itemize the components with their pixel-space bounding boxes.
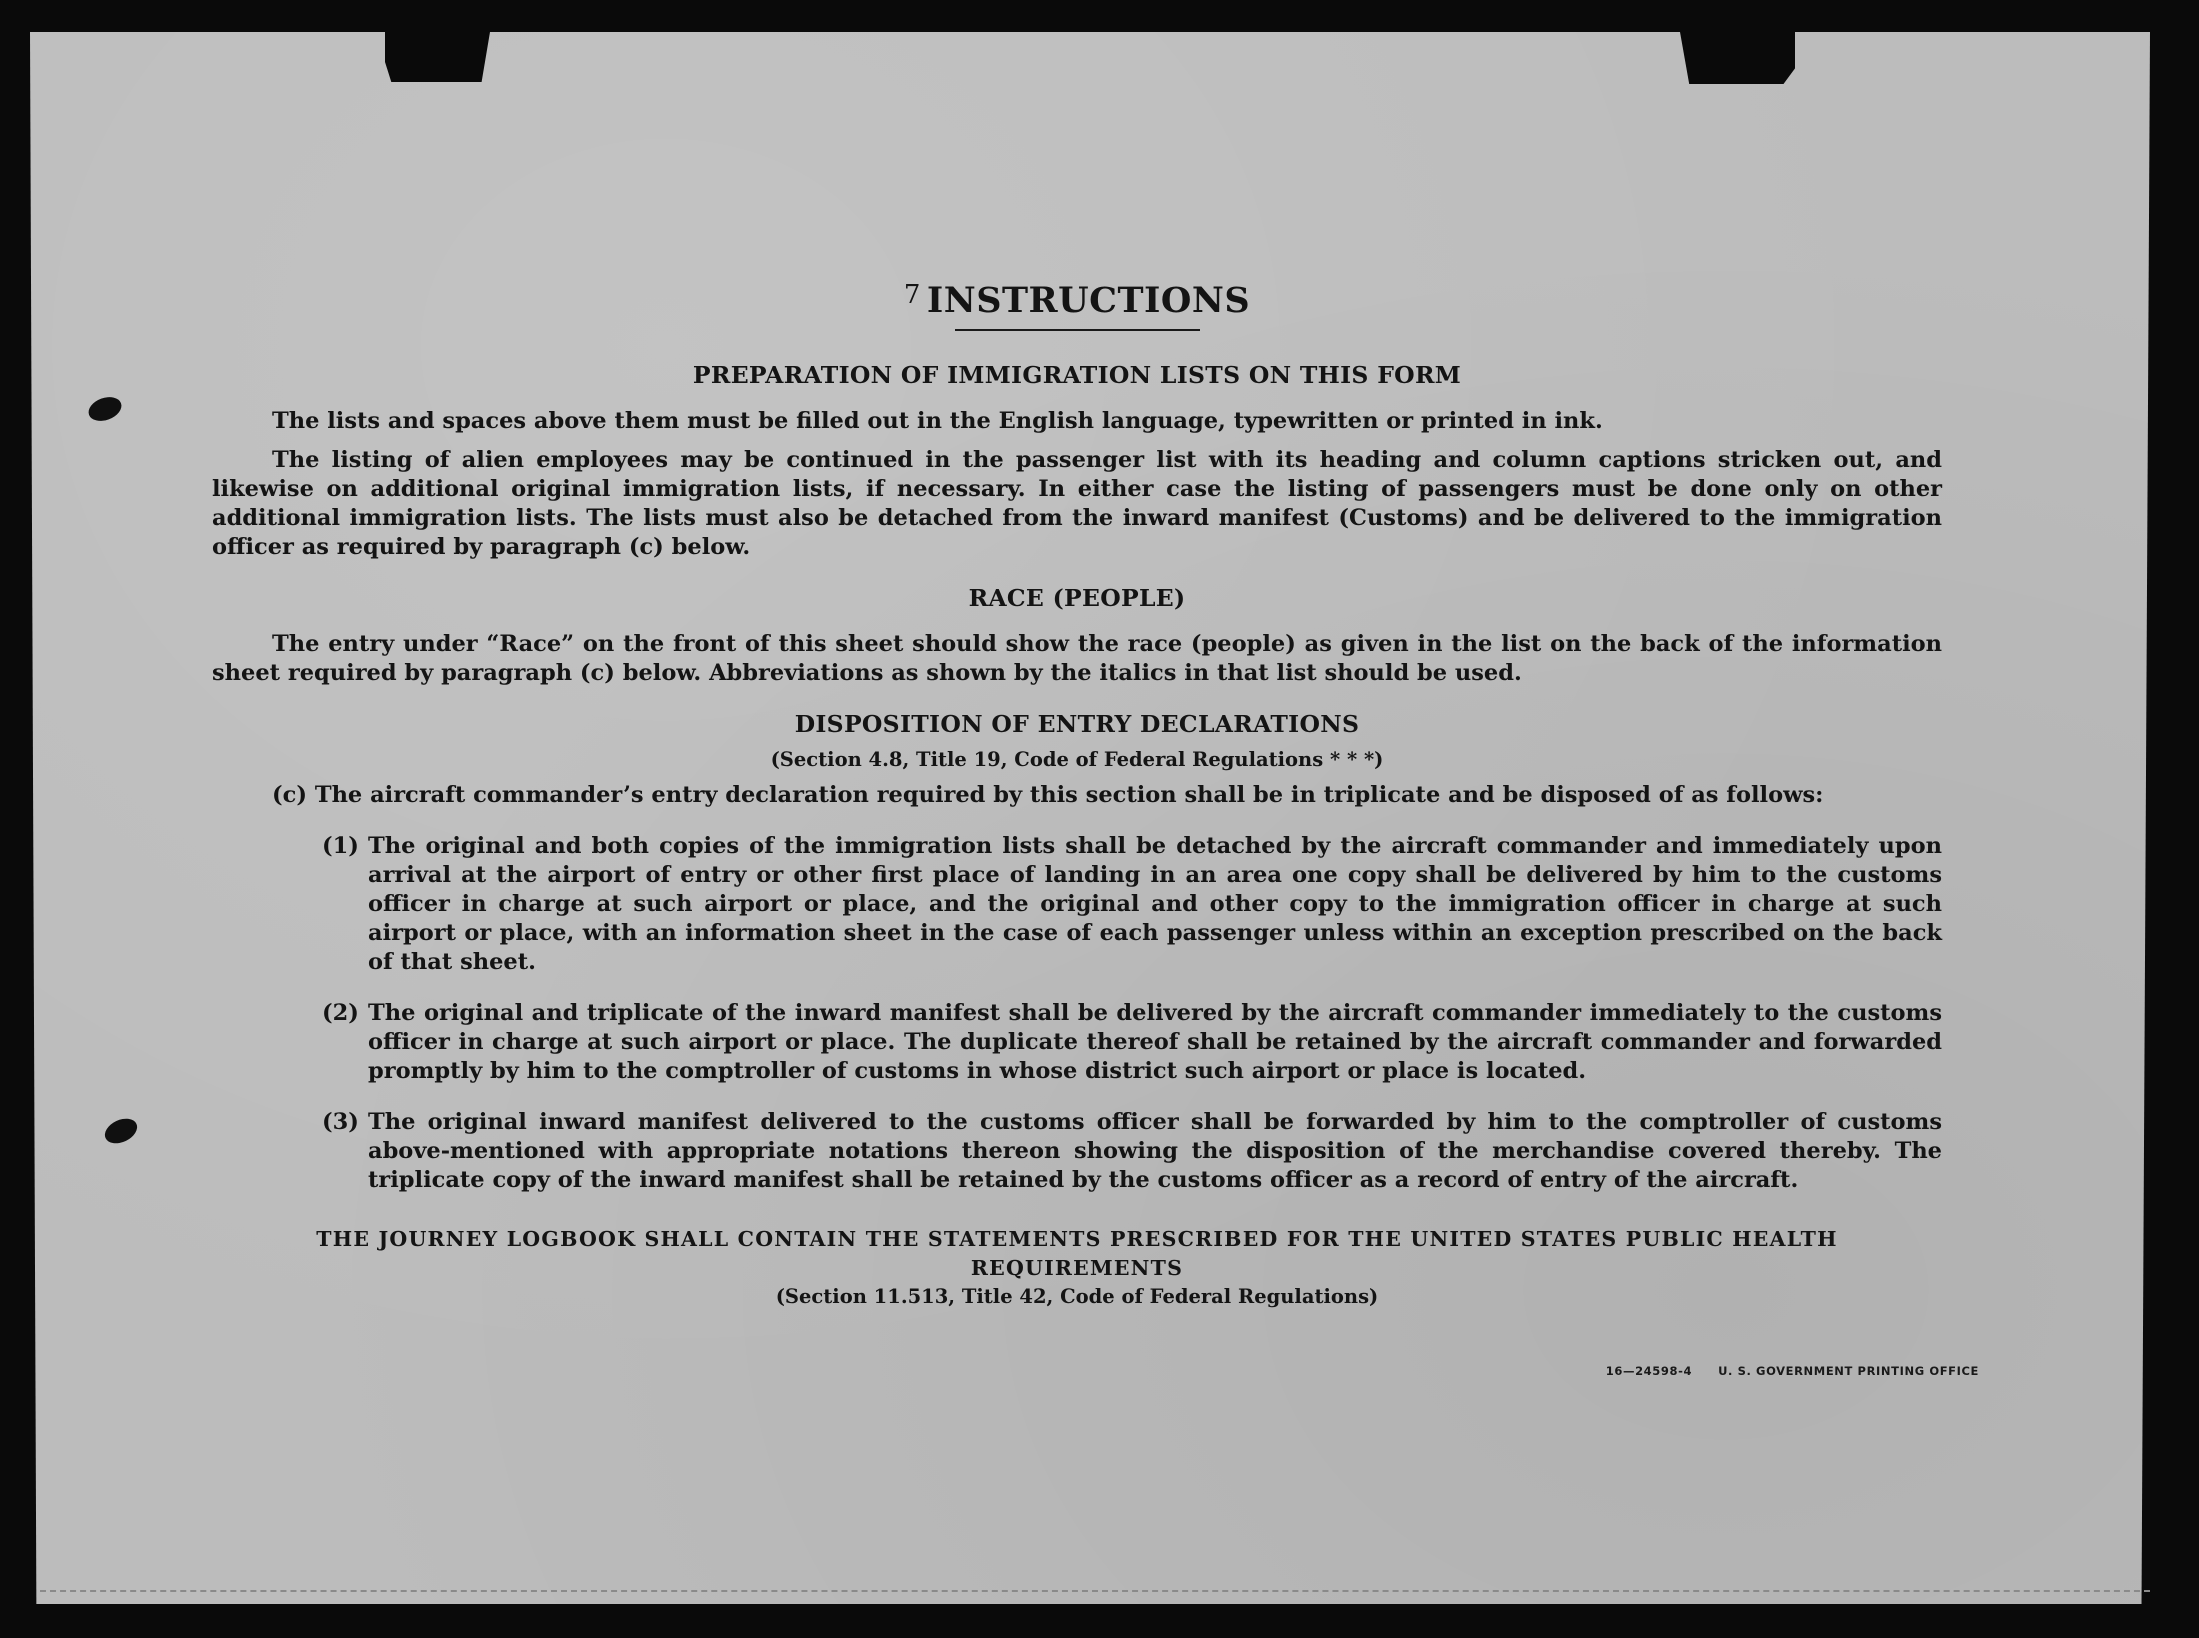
instructions-body	[212, 280, 1942, 1311]
item-number: (3)	[322, 1109, 359, 1135]
printing-office: U. S. GOVERNMENT PRINTING OFFICE	[1718, 1364, 1979, 1378]
race-paragraph: The entry under “Race” on the front of this sheet should show the race (people) as given in the list on the back of the information sheet required by paragraph (c) below. Abbreviations as shown by the italics in that list should be used.	[212, 631, 1942, 686]
disposition-heading: DISPOSITION OF ENTRY DECLARATIONS	[794, 710, 1360, 738]
preparation-paragraph: The lists and spaces above them must be filled out in the English language, typewritten or printed in ink.	[272, 408, 1603, 434]
disposition-item	[212, 832, 1942, 977]
health-citation: (Section 11.513, Title 42, Code of Federal Regulations)	[775, 1285, 1379, 1308]
disposition-clause: (c) The aircraft commander’s entry declaration required by this section shall be in triplicate and be disposed of as follows:	[272, 782, 1824, 808]
title-text: INSTRUCTIONS	[926, 280, 1251, 321]
race-heading: RACE (PEOPLE)	[968, 584, 1186, 612]
paper-bottom-edge	[40, 1590, 2150, 1595]
item-number: (1)	[322, 833, 359, 859]
title-mark: 7	[903, 280, 921, 310]
preparation-paragraph: The listing of alien employees may be continued in the passenger list with its heading and column captions stricken out, and likewise on additional original immigration lists, if necessary. In either case the listing of passengers must be done only on other additional immigration lists. The lists must also be detached from the inward manifest (Customs) and be delivered to the immigration officer as required by paragraph (c) below.	[212, 447, 1942, 560]
item-text: The original and both copies of the immigration lists shall be detached by the aircraft commander and immediately upon arrival at the airport of entry or other first place of landing in an area one copy shall be delivered by him to the customs officer in charge at such airport or place, and the original and other copy to the immigration officer in charge at such airport or place, with an information sheet in the case of each passenger unless within an exception prescribed on the back of that sheet.	[368, 833, 1942, 975]
printer-imprint	[1606, 1364, 1979, 1378]
torn-edge-left	[385, 32, 490, 82]
torn-edge-right	[1680, 32, 1795, 84]
page-title	[212, 280, 1942, 321]
disposition-item	[212, 999, 1942, 1086]
title-rule	[955, 329, 1200, 331]
form-code: 16—24598-4	[1605, 1364, 1693, 1378]
disposition-item	[212, 1108, 1942, 1195]
bleed-through-text	[820, 130, 828, 156]
bleed-through-text	[470, 160, 479, 190]
item-text: The original inward manifest delivered to the customs officer shall be forwarded by him to the comptroller of customs above-mentioned with appropriate notations thereon showing the disposition of the merchandise covered thereby. The triplicate copy of the inward manifest shall be retained by the customs officer as a record of entry of the aircraft.	[368, 1109, 1942, 1193]
health-statement: THE JOURNEY LOGBOOK SHALL CONTAIN THE STATEMENTS PRESCRIBED FOR THE UNITED STATES PUBLIC HEALTH REQUIREMENTS	[316, 1227, 1838, 1280]
preparation-heading: PREPARATION OF IMMIGRATION LISTS ON THIS FORM	[692, 361, 1462, 389]
disposition-citation: (Section 4.8, Title 19, Code of Federal Regulations * * *)	[770, 748, 1384, 771]
item-number: (2)	[322, 1000, 359, 1026]
item-text: The original and triplicate of the inward manifest shall be delivered by the aircraft commander immediately to the customs officer in charge at such airport or place. The duplicate thereof shall be retained by the aircraft commander and forwarded promptly by him to the comptroller of customs in whose district such airport or place is located.	[368, 1000, 1942, 1084]
